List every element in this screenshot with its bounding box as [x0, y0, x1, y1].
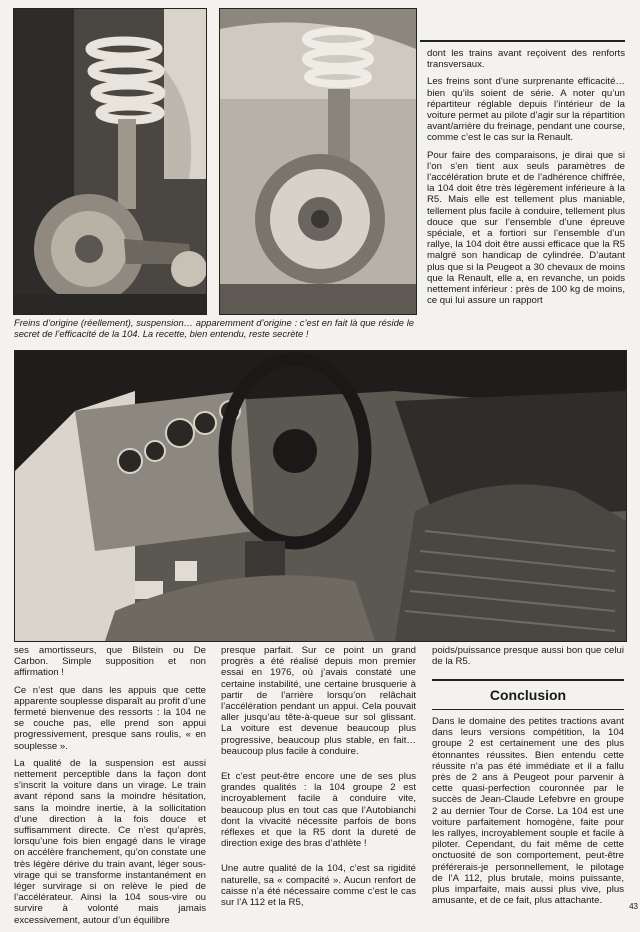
paragraph: Les freins sont d’une surprenante efficacité… bien qu’ils soient de série. A noter qu’un répartiteur réglable depuis l’intérieur de la voiture permet au pilote d’agir sur la répartition avant/arrière du freinage, pendant une course, comme c’est le cas sur la Renault. [427, 76, 625, 144]
paragraph: Ce n’est que dans les appuis que cette apparente souplesse disparaît au profit d’une fermeté bienvenue des ressorts : la 104 ne se couche pas, elle prend son appui progressivement, presque sans roulis, « en souplesse ». [14, 684, 207, 752]
photo-rear-brake [219, 8, 417, 315]
paragraph: presque parfait. Sur ce point un grand progrès a été réalisé depuis mon premier essai en 1976, où j’avais constaté une certaine instabilité, une certaine brusquerie à partir de l’arrière lorsqu’on relâchait l’accélération pendant un appui. Cela pouvait aller jusqu’au tête-à-queue sur sol glissant. La voiture est devenue beaucoup plus progressive, beaucoup plus stable, en fait… beaucoup plus facile à conduire. [221, 645, 416, 757]
paragraph: La qualité de la suspension est aussi nettement perceptible dans la façon dont s’inscrit la voiture dans un virage. Le train avant répond sans la moindre hésitation, sans la moindre inertie, à la sollicitation d’une direction à la fois douce et suffisamment directe. Ce n’est qu’après, lorsqu’une fois bien engagé dans le virage on accélère franchement, qu’on constate une très légère dérive du train avant, léger sous-virage qui se transforme instantanément en léger survirage si on relève le pied de l’accélérateur. Ainsi la 104 sous-vire ou survire à volonté mais jamais excessivement, autour d’un équilibre [14, 757, 207, 926]
paragraph: Une autre qualité de la 104, c’est sa rigidité naturelle, sa « compacité ». Aucun renfort de caisse n’a été nécessaire comme c’est le cas sur l’A 112 et la R5, [221, 863, 416, 909]
paragraph: Pour faire des comparaisons, je dirai que si l’on s’en tient aux seuls paramètres de l’accélération brute et de l’adhérence chiffrée, la 104 doit être très légèrement inférieure à la R5. Mais elle est tellement plus maniable, tellement plus facile à conduire, tellement plus douce que sur l’ensemble d’une épreuve spéciale, et a fortiori sur l’ensemble d’un rallye, la 104 doit être aussi efficace que la R5 malgré son handicap de cylindrée. D’autant plus que si la Peugeot a 30 chevaux de moins que la Renault, elle a, en revanche, un poids nettement inférieur : près de 100 kg de moins, ce qui lui assure un rapport [427, 149, 625, 307]
brake-drum-illustration [220, 9, 416, 314]
photo-front-suspension [13, 8, 207, 315]
column-3-top [432, 645, 624, 673]
conclusion-heading-box [432, 679, 624, 710]
paragraph: ses amortisseurs, que Bilstein ou De Carbon. Simple supposition et non affirmation ! [14, 645, 206, 679]
page-number: 43 [629, 902, 638, 911]
paragraph: dont les trains avant reçoivent des renforts transversaux. [427, 48, 625, 71]
column-3 [432, 716, 624, 912]
column-right-top [427, 48, 625, 312]
conclusion-title: Conclusion [489, 687, 567, 703]
paragraph: Dans le domaine des petites tractions avant dans leurs versions compétition, la 104 groupe 2 est certainement une des plus étonnantes réussites. Bien entendu cette réussite n’a pas été immédiate et il a fallu près de 2 ans à Peugeot pour parvenir à cette quasi-perfection couronnée par le succès de Jean-Claude Lefebvre en groupe 2 au dernier Tour de Corse. La 104 est une voiture parfaitement homogène, faite pour les rallyes, incroyablement souple et facile à piloter. Cependant, du fait même de cette onctuosité de son comportement, peut-être préférerais-je personnellement, le pilotage de l’A 112, plus brutale, moins puissante, plus imparfaite, mais aussi plus vive, plus amusante, et de ce fait, plus attachante. [432, 716, 624, 907]
dashboard-illustration [15, 351, 626, 641]
paragraph: poids/puissance presque aussi bon que celui de la R5. [432, 645, 624, 668]
header-rule [420, 40, 625, 42]
photo-caption: Freins d’origine (réellement), suspension… apparemment d’origine : c’est en fait là que réside le secret de l’efficacité de la 104. La recette, bien entendu, reste secrète ! [14, 317, 414, 340]
photo-dashboard-interior [14, 350, 627, 642]
column-1 [14, 645, 206, 932]
column-2 [221, 645, 416, 914]
paragraph: Et c’est peut-être encore une de ses plus grandes qualités : la 104 groupe 2 est incroyablement facile à conduire vite, beaucoup plus en tout cas que l’Autobianchi dont la vivacité nécessite parfois de bons réflexes et que la R5 dont la dureté de direction exige des bras d’athlète ! [221, 771, 416, 850]
suspension-illustration [14, 9, 206, 314]
